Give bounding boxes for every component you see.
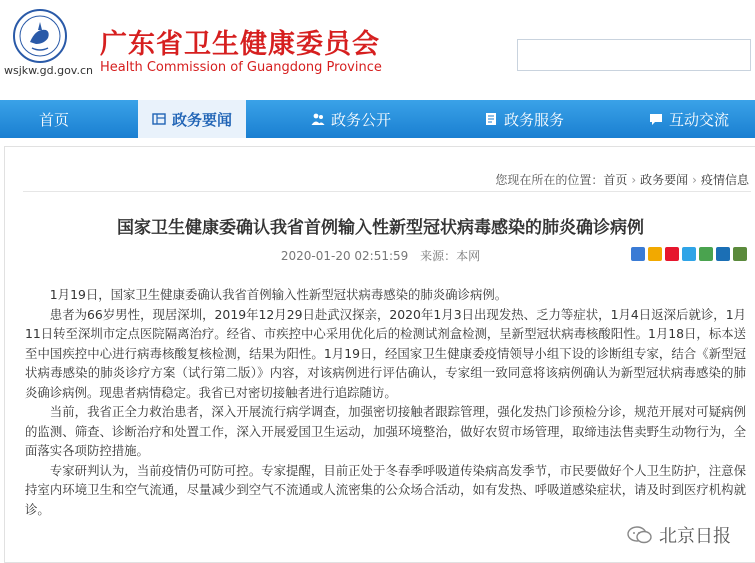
article-source: 来源：本网: [420, 249, 481, 263]
nav-item-home[interactable]: [0, 100, 108, 138]
article-date: 2020-01-20 02:51:59: [280, 249, 409, 263]
article-paragraph: 1月19日，国家卫生健康委确认我省首例输入性新型冠状病毒感染的肺炎确诊病例。: [49, 287, 508, 302]
share-wechat-icon[interactable]: [699, 247, 713, 261]
watermark-text: 北京日报: [659, 526, 731, 547]
breadcrumb-prefix: 您现在所在的位置：: [495, 173, 604, 187]
breadcrumb-home[interactable]: 首页: [603, 173, 628, 187]
share-renren-icon[interactable]: [716, 247, 730, 261]
nav-item-public[interactable]: [292, 100, 410, 138]
share-douban-icon[interactable]: [733, 247, 747, 261]
news-grid-icon: [152, 112, 166, 126]
site-header: [0, 0, 755, 100]
breadcrumb: [495, 171, 749, 188]
health-commission-logo-icon: [12, 8, 68, 64]
watermark: [627, 522, 731, 548]
nav-item-label: 首页: [38, 110, 69, 129]
share-qzone-icon[interactable]: [682, 247, 696, 261]
content-panel: [4, 146, 755, 563]
nav-item-interact[interactable]: [630, 100, 748, 138]
chevron-right-icon: ›: [692, 173, 697, 187]
share-weibo-icon[interactable]: [665, 247, 679, 261]
article-body: [25, 285, 746, 519]
site-title-cn[interactable]: 广东省卫生健康委员会: [100, 29, 380, 60]
share-bar: [631, 247, 747, 261]
share-star-icon[interactable]: [648, 247, 662, 261]
article-title: 国家卫生健康委确认我省首例输入性新型冠状病毒感染的肺炎确诊病例: [117, 218, 644, 238]
wechat-logo-icon: [627, 525, 653, 545]
article-paragraph: 患者为66岁男性，现居深圳，2019年12月29日赴武汉探亲，2020年1月3日出现发热、乏力等症状，1月4日返深后就诊，1月11日转至深圳市定点医院隔离治疗。经省、市疾控中心采用优化后的检测试剂盒检测，呈新型冠状病毒核酸阳性。1月18日，标本送至中国疾控中心进行病毒核酸复核检测，结果为阳性。1月19日，经国家卫生健康委疫情领导小组下设的诊断组专家，结合《新型冠状病毒感染的肺炎诊疗方案（试行第二版）》内容，对该病例进行评估确认，专家组一致同意将该病例确认为新型冠状病毒感染的肺炎确诊病例。现患者病情稳定。我省已对密切接触者进行追踪随访。: [25, 306, 746, 400]
nav-item-service[interactable]: [465, 100, 583, 138]
document-icon: [484, 112, 498, 126]
search-input[interactable]: [517, 39, 751, 71]
divider: [23, 191, 751, 192]
nav-item-news[interactable]: [138, 100, 246, 138]
people-icon: [311, 112, 325, 126]
nav-item-label: 政务服务: [503, 110, 564, 129]
article-paragraph: 专家研判认为，当前疫情仍可防可控。专家提醒，目前正处于冬春季呼吸道传染病高发季节，市民要做好个人卫生防护，注意保持室内环境卫生和空气流通，尽量减少到空气不流通或人流密集的公众场合活动，如有发热、呼吸道感染症状，请及时到医疗机构就诊。: [25, 462, 746, 517]
site-title-en[interactable]: Health Commission of Guangdong Province: [100, 60, 382, 75]
article-paragraph: 当前，我省正全力救治患者，深入开展流行病学调查，加强密切接触者跟踪管理，强化发热门诊预检分诊，规范开展对可疑病例的监测、筛查、诊断治疗和处置工作，深入开展爱国卫生运动，加强环境整治，做好农贸市场管理，取缔违法售卖野生动物行为，全面落实各项防控措施。: [25, 404, 746, 458]
site-url: wsjkw.gd.gov.cn: [4, 64, 93, 77]
breadcrumb-epidemic[interactable]: 疫情信息: [700, 173, 749, 187]
share-add-icon[interactable]: [631, 247, 645, 261]
chevron-right-icon: ›: [631, 173, 637, 187]
breadcrumb-news[interactable]: 政务要闻: [640, 173, 689, 187]
main-nav: [0, 100, 755, 138]
chat-bubble-icon: [649, 112, 663, 126]
nav-item-label: 互动交流: [668, 110, 729, 129]
nav-item-label: 政务要闻: [171, 110, 232, 129]
nav-item-label: 政务公开: [330, 110, 391, 129]
